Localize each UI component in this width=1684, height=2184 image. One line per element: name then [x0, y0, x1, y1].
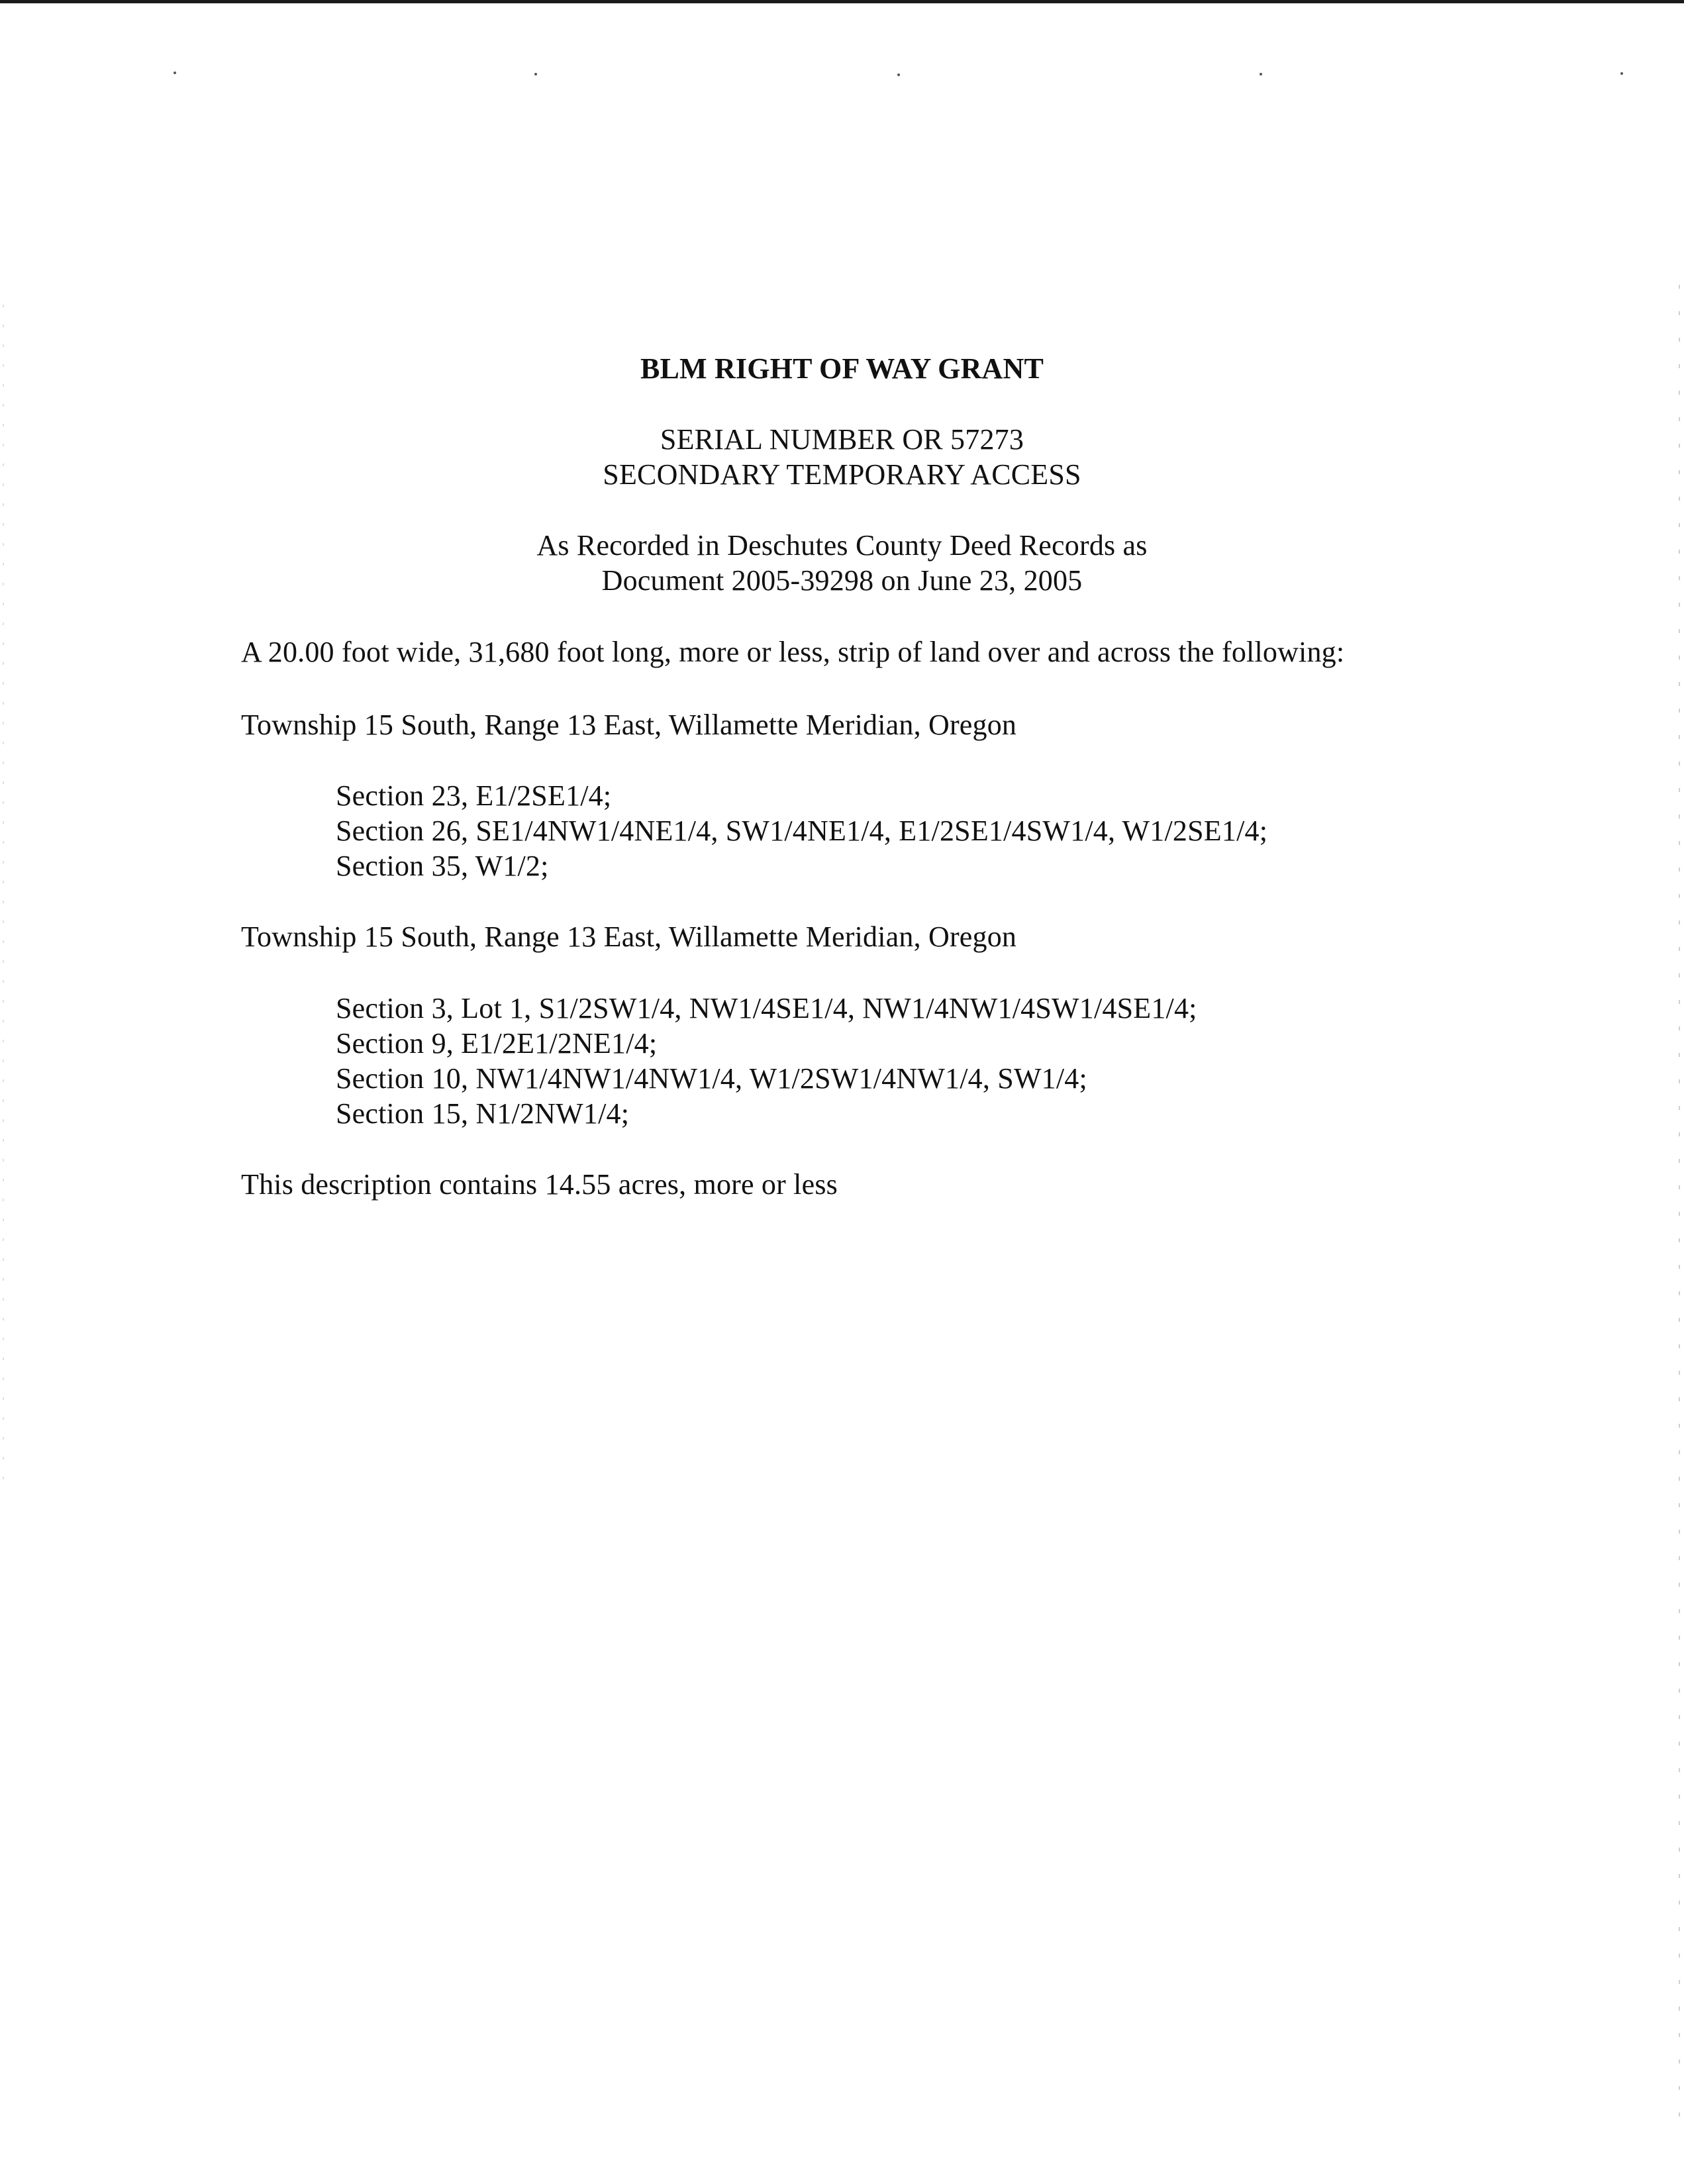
township-heading: Township 15 South, Range 13 East, Willamette Meridian, Oregon	[241, 709, 1017, 741]
section-line: Section 26, SE1/4NW1/4NE1/4, SW1/4NE1/4, E1/2SE1/4SW1/4, W1/2SE1/4;	[336, 815, 1268, 847]
recording-info-line-1: As Recorded in Deschutes County Deed Records as	[536, 529, 1148, 562]
section-line: Section 15, N1/2NW1/4;	[336, 1097, 630, 1130]
document-subtitle: SECONDARY TEMPORARY ACCESS	[603, 458, 1081, 491]
section-line: Section 23, E1/2SE1/4;	[336, 779, 612, 812]
section-line: Section 10, NW1/4NW1/4NW1/4, W1/2SW1/4NW1/4, SW1/4;	[336, 1062, 1087, 1095]
section-line: Section 9, E1/2E1/2NE1/4;	[336, 1027, 658, 1060]
section-line: Section 35, W1/2;	[336, 850, 549, 882]
section-line: Section 3, Lot 1, S1/2SW1/4, NW1/4SE1/4, NW1/4NW1/4SW1/4SE1/4;	[336, 992, 1197, 1024]
recording-info-line-2: Document 2005-39298 on June 23, 2005	[601, 564, 1083, 597]
strip-description: A 20.00 foot wide, 31,680 foot long, more or less, strip of land over and across the following:	[241, 636, 1345, 668]
document-title: BLM RIGHT OF WAY GRANT	[640, 352, 1044, 385]
serial-number: SERIAL NUMBER OR 57273	[660, 423, 1024, 456]
township-heading: Township 15 South, Range 13 East, Willamette Meridian, Oregon	[241, 920, 1017, 953]
acreage-statement: This description contains 14.55 acres, more or less	[241, 1168, 838, 1201]
